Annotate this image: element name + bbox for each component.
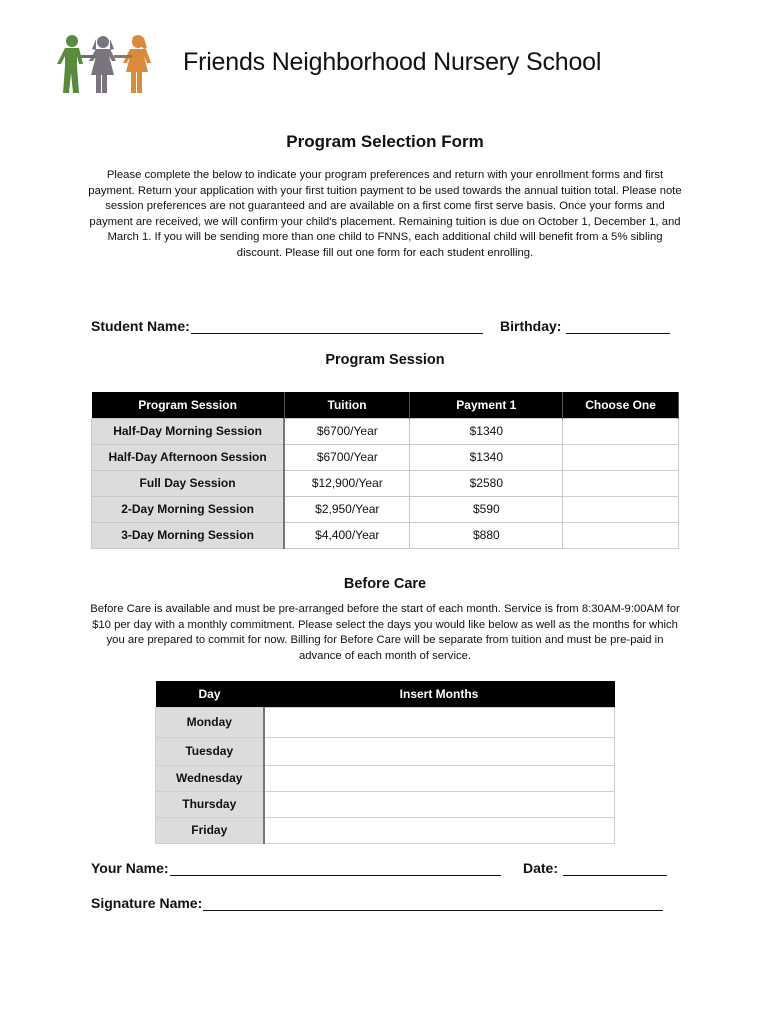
school-name: Friends Neighborhood Nursery School xyxy=(183,48,602,76)
months-input-cell[interactable] xyxy=(264,791,615,817)
table-row xyxy=(156,817,615,843)
table-row xyxy=(92,522,679,548)
signature-label: Signature Name: xyxy=(91,895,203,911)
before-care-paragraph: Before Care is available and must be pre-arranged before the start of each month. Service is from 8:30AM-9:00AM for $10 per day with a monthly commitment. Please select the days you would like below as well as the months for which you are prepared to commit for now. Billing for Before Care will be separate from tuition and must be pre-paid in advance of each month of service. xyxy=(90,603,680,662)
school-logo xyxy=(56,33,160,95)
payment-cell: $1340 xyxy=(410,444,563,470)
table-row xyxy=(92,418,679,444)
months-input-cell[interactable] xyxy=(264,737,615,765)
day-label: Wednesday xyxy=(156,765,264,791)
payment-cell: $2580 xyxy=(410,470,563,496)
months-input-cell[interactable] xyxy=(264,817,615,843)
date-label: Date: xyxy=(523,860,559,876)
linked-hands-shape xyxy=(81,55,97,58)
birthday-row xyxy=(500,318,670,334)
before-care-title: Before Care xyxy=(343,576,427,592)
program-session-table xyxy=(91,392,679,549)
linked-hands-shape xyxy=(114,55,132,58)
signature-row xyxy=(91,895,663,911)
session-name: Half-Day Morning Session xyxy=(92,418,285,444)
table-header-row xyxy=(92,392,679,418)
table-row xyxy=(156,707,615,737)
day-label: Monday xyxy=(156,707,264,737)
your-name-field[interactable] xyxy=(170,862,501,876)
table-header-row xyxy=(156,681,615,707)
student-name-row xyxy=(91,318,483,334)
payment-cell: $1340 xyxy=(410,418,563,444)
choose-one-cell[interactable] xyxy=(563,496,679,522)
day-label: Thursday xyxy=(156,791,264,817)
table-row xyxy=(156,791,615,817)
session-name: Half-Day Afternoon Session xyxy=(92,444,285,470)
column-header: Program Session xyxy=(92,392,285,418)
column-header: Choose One xyxy=(563,392,679,418)
child-figure-orange-icon xyxy=(123,35,151,93)
your-name-row xyxy=(91,860,501,876)
column-header: Day xyxy=(156,681,264,707)
intro-paragraph: Please complete the below to indicate your program preferences and return with your enrollment forms and first payment. Return your application with your first tuition payment to be used towards the annual tuition total. Please note session preferences are not guaranteed and are available on a first come first serve basis. Once your forms and payment are received, we will confirm your child's placement. Remaining tuition is due on October 1, December 1, and March 1. If you will be sending more than one child to FNNS, each additional child will benefit from a 5% sibling discount. Please fill out one form for each student enrolling. xyxy=(88,169,682,259)
session-name: 2-Day Morning Session xyxy=(92,496,285,522)
table-row xyxy=(92,496,679,522)
choose-one-cell[interactable] xyxy=(563,418,679,444)
before-care-table xyxy=(155,681,615,844)
program-session-title: Program Session xyxy=(325,352,445,368)
choose-one-cell[interactable] xyxy=(563,522,679,548)
payment-cell: $880 xyxy=(410,522,563,548)
your-name-label: Your Name: xyxy=(91,860,169,876)
column-header: Payment 1 xyxy=(410,392,563,418)
table-row xyxy=(92,444,679,470)
birthday-label: Birthday: xyxy=(500,318,562,334)
tuition-cell: $6700/Year xyxy=(284,418,410,444)
child-figure-green-icon xyxy=(57,35,83,93)
months-input-cell[interactable] xyxy=(264,707,615,737)
tuition-cell: $6700/Year xyxy=(284,444,410,470)
session-name: 3-Day Morning Session xyxy=(92,522,285,548)
months-input-cell[interactable] xyxy=(264,765,615,791)
date-row xyxy=(523,860,667,876)
column-header: Tuition xyxy=(284,392,410,418)
student-name-field[interactable] xyxy=(191,320,483,334)
birthday-field[interactable] xyxy=(566,320,670,334)
form-title: Program Selection Form xyxy=(286,132,484,151)
choose-one-cell[interactable] xyxy=(563,470,679,496)
signature-field[interactable] xyxy=(203,897,663,911)
session-name: Full Day Session xyxy=(92,470,285,496)
date-field[interactable] xyxy=(563,862,667,876)
tuition-cell: $4,400/Year xyxy=(284,522,410,548)
table-row xyxy=(92,470,679,496)
payment-cell: $590 xyxy=(410,496,563,522)
table-row xyxy=(156,765,615,791)
column-header: Insert Months xyxy=(264,681,615,707)
tuition-cell: $2,950/Year xyxy=(284,496,410,522)
child-figure-gray-icon xyxy=(89,36,116,93)
student-name-label: Student Name: xyxy=(91,318,190,334)
table-row xyxy=(156,737,615,765)
choose-one-cell[interactable] xyxy=(563,444,679,470)
day-label: Tuesday xyxy=(156,737,264,765)
day-label: Friday xyxy=(156,817,264,843)
tuition-cell: $12,900/Year xyxy=(284,470,410,496)
